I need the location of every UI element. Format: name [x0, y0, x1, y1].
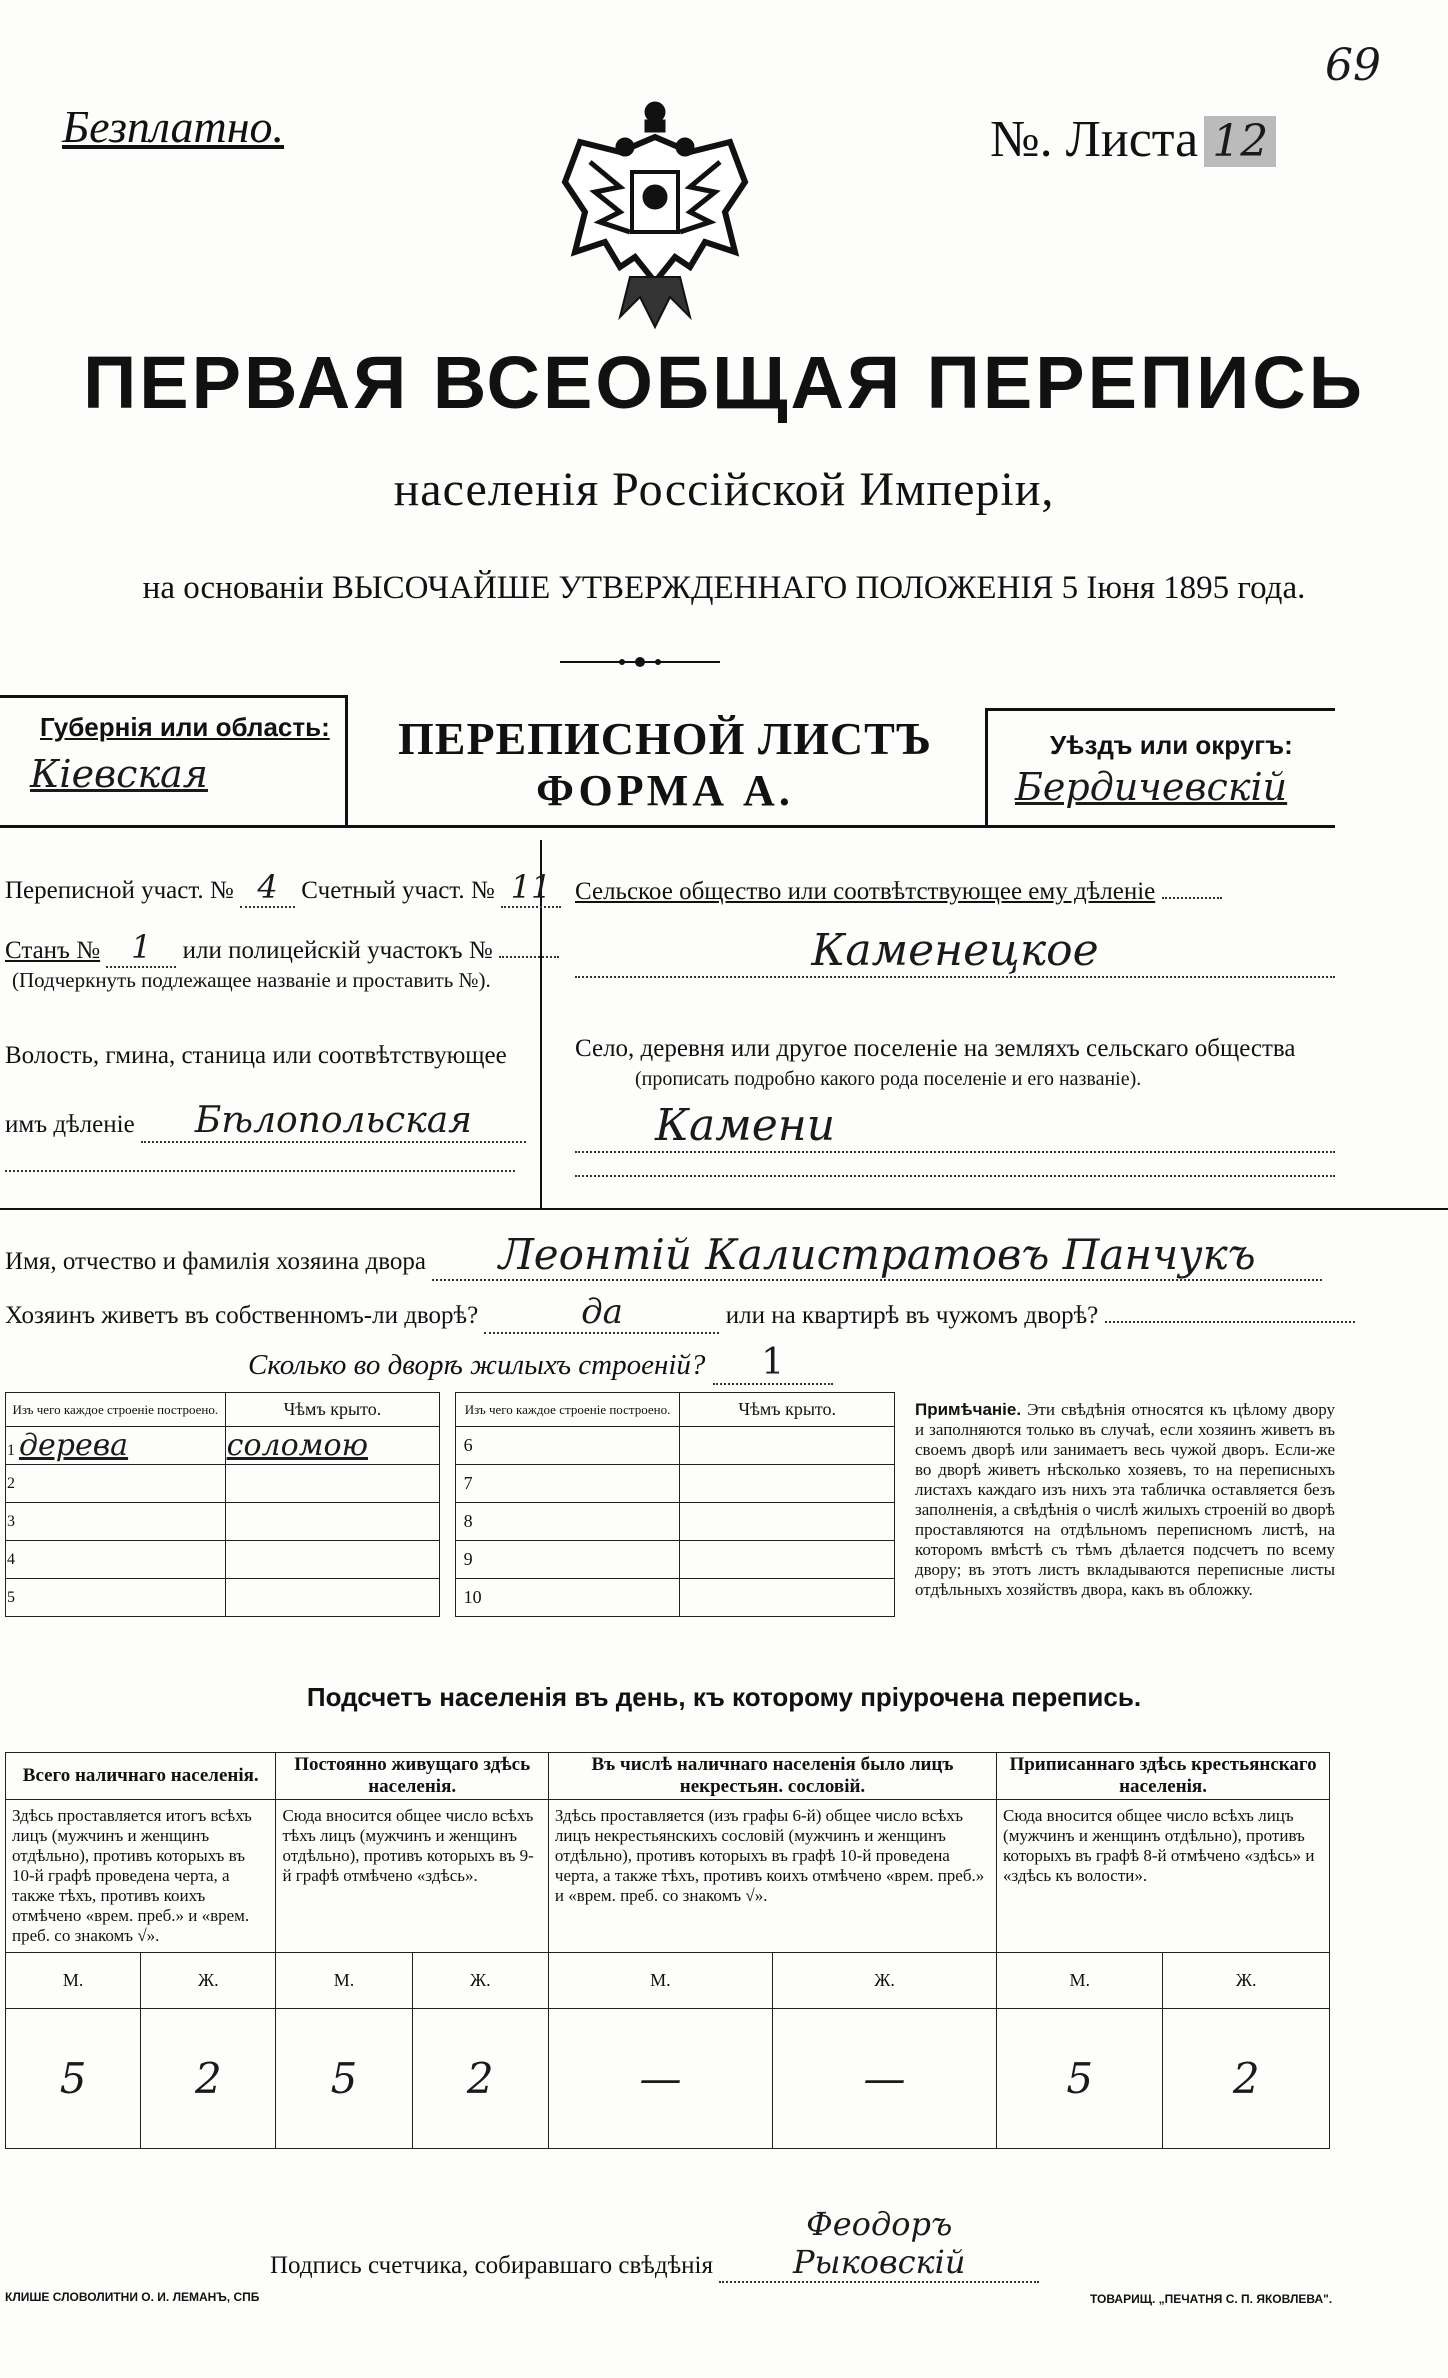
row-number: 6: [455, 1427, 680, 1465]
page-number: 69: [1325, 40, 1381, 91]
buildings-line: [248, 1342, 833, 1385]
owner-name-label: Имя, отчество и фамилія хозяина двора: [5, 1248, 426, 1275]
col-desc-registered: Сюда вносится общее число всѣхъ лицъ (мужчинъ и женщинъ отдѣльно), противъ которыхъ въ графѣ 8-й отмѣчено «здѣсь» и «здѣсь къ волости».: [997, 1800, 1330, 1953]
rent-yard-label: или на квартирѣ въ чужомъ дворѣ?: [725, 1302, 1099, 1329]
buildings-col-material-2: Изъ чего каждое строеніе построено.: [455, 1393, 680, 1427]
total-m-value: 5: [6, 2009, 141, 2149]
table-row: [6, 1541, 895, 1579]
volost-blank-line: [5, 1170, 515, 1172]
registered-m-value: 5: [997, 2009, 1163, 2149]
noncrest-m-value: —: [548, 2009, 772, 2149]
volost-label: Волость, гмина, станица или соотвѣтствующее: [5, 1042, 507, 1069]
table-row: [6, 1579, 895, 1617]
table-row: [6, 1427, 895, 1465]
col-m: М.: [548, 1953, 772, 2009]
legal-basis: на основаніи ВЫСОЧАЙШЕ УТВЕРЖДЕННАГО ПОЛОЖЕНІЯ 5 Іюня 1895 года.: [142, 570, 1306, 606]
stan-value: 1: [106, 928, 176, 968]
printer-left: КЛИШЕ СЛОВОЛИТНИ О. И. ЛЕМАНЪ, СПБ: [5, 2290, 260, 2304]
census-area-value: 4: [240, 868, 295, 908]
own-yard-value: да: [484, 1292, 719, 1334]
col-head-total: Всего наличнаго населенія.: [6, 1753, 276, 1800]
signature-line: [270, 2205, 1039, 2283]
census-area-label: Переписной участ. №: [5, 877, 234, 904]
buildings-value: 1: [713, 1342, 833, 1385]
col-head-noncrest: Въ числѣ наличнаго населенія было лицъ некрестьян. сословій.: [548, 1753, 996, 1800]
noncrest-f-value: —: [772, 2009, 996, 2149]
society-blank: [1162, 897, 1222, 899]
underline-note: (Подчеркнуть подлежащее названіе и проставить №).: [12, 968, 491, 992]
table-row: [6, 1503, 895, 1541]
row-number: 4: [6, 1541, 226, 1579]
col-m: М.: [997, 1953, 1163, 2009]
row-number: 10: [455, 1579, 680, 1617]
buildings-col-roof-2: Чѣмъ крыто.: [680, 1393, 895, 1427]
police-label: или полицейскій участокъ №: [182, 937, 493, 964]
form-title: ПЕРЕПИСНОЙ ЛИСТЪ: [397, 713, 933, 764]
col-head-registered: Приписаннаго здѣсь крестьянскаго населенія.: [997, 1753, 1330, 1800]
volost-line: [5, 1100, 526, 1143]
note-head: Примѣчаніе.: [915, 1400, 1022, 1419]
society-value: Каменецкое: [575, 925, 1335, 978]
province-label: Губернія или область:: [40, 712, 330, 742]
form-subtitle: ФОРМА А.: [536, 766, 794, 815]
owner-name-line: [5, 1230, 1322, 1281]
col-m: М.: [276, 1953, 412, 2009]
note-block: [915, 1400, 1335, 1600]
count-area-value: 11: [501, 868, 561, 908]
row-number: 8: [455, 1503, 680, 1541]
col-f: Ж.: [412, 1953, 548, 2009]
total-f-value: 2: [141, 2009, 276, 2149]
count-area-label: Счетный участ. №: [301, 877, 495, 904]
stan-label: Станъ №: [5, 937, 101, 964]
district-label: Уѣздъ или округъ:: [1050, 730, 1293, 760]
district-value: Бердичевскій: [1015, 765, 1288, 809]
census-area-line: [5, 868, 561, 908]
note-text: Эти свѣдѣнія относятся къ цѣлому двору и заполняются только въ случаѣ, если хозяинъ живетъ въ своемъ дворѣ или занимаетъ весь чужой дворъ. Если-же во дворѣ живетъ нѣсколько хозяевъ, то на переписныхъ листахъ каждаго изъ нихъ эта табличка оставляется безъ заполненія, а свѣдѣнія о числѣ жилыхъ строеній во дворѣ проставляются на отдѣльномъ переписномъ листѣ, на которомъ вмѣстѣ съ тѣмъ дѣлается подсчетъ по всему двору; въ этотъ листъ вкладываются переписные листы отдѣльныхъ хозяйствъ двора, какъ въ обложку.: [915, 1400, 1336, 1599]
society-label: Сельское общество или соотвѣтствующее ему дѣленіе: [575, 878, 1156, 905]
stan-line: [5, 928, 559, 968]
col-head-permanent: Постоянно живущаго здѣсь населенія.: [276, 1753, 548, 1800]
population-count-table: [5, 1752, 1330, 2149]
owner-residence-line: [5, 1292, 1355, 1334]
table-row: [6, 1465, 895, 1503]
free-label: Безплатно.: [62, 101, 285, 152]
col-f: Ж.: [772, 1953, 996, 2009]
police-value: [499, 956, 559, 958]
imperial-eagle-emblem: [560, 92, 750, 332]
document-title: ПЕРВАЯ ВСЕОБЩАЯ ПЕРЕПИСЬ: [83, 341, 1365, 424]
buildings-col-roof: Чѣмъ крыто.: [225, 1393, 440, 1427]
col-f: Ж.: [141, 1953, 276, 2009]
sheet-number: [990, 110, 1276, 169]
society-line: [575, 878, 1222, 906]
count-title: Подсчетъ населенія въ день, къ которому пріурочена перепись.: [306, 1682, 1142, 1712]
volost-value: Бѣлопольская: [141, 1100, 526, 1143]
row-number: 5: [6, 1579, 226, 1617]
col-desc-noncrest: Здѣсь проставляется (изъ графы 6-й) общее число всѣхъ лицъ некрестьянскихъ сословій (мужчинъ и женщинъ отдѣльно), противъ которыхъ въ графѣ 10-й проведена черта, а также тѣхъ, противъ коихъ отмѣчено «врем. преб.» и «врем. преб. со знакомъ √».: [548, 1800, 996, 1953]
registered-f-value: 2: [1163, 2009, 1330, 2149]
permanent-f-value: 2: [412, 2009, 548, 2149]
material-value: дерева: [19, 1428, 129, 1463]
buildings-col-material: Изъ чего каждое строеніе построено.: [6, 1393, 226, 1427]
signature-label: Подпись счетчика, собиравшаго свѣдѣнія: [270, 2252, 713, 2279]
row-number: 3: [6, 1503, 226, 1541]
buildings-label: Сколько во дворѣ жилыхъ строеній?: [248, 1349, 706, 1381]
row-number: 2: [6, 1465, 226, 1503]
village-blank-line: [575, 1175, 1335, 1177]
village-value: Камени: [575, 1100, 1335, 1153]
buildings-table: [5, 1392, 895, 1617]
roof-value: соломою: [225, 1427, 440, 1465]
owner-name-value: Леонтій Калистратовъ Панчукъ: [432, 1230, 1322, 1281]
sheet-label: №. Листа: [990, 111, 1199, 168]
col-f: Ж.: [1163, 1953, 1330, 2009]
village-note: (прописать подробно какого рода поселеніе и его названіе).: [635, 1068, 1142, 1090]
document-subtitle: населенія Россійской Имперіи,: [393, 463, 1055, 516]
row-number: 1: [7, 1442, 15, 1459]
province-value: Кіевская: [30, 752, 208, 796]
permanent-m-value: 5: [276, 2009, 412, 2149]
rent-yard-value: [1105, 1321, 1355, 1323]
own-yard-label: Хозяинъ живетъ въ собственномъ-ли дворѣ?: [5, 1302, 479, 1329]
signature-value: Феодоръ Рыковскій: [719, 2205, 1039, 2283]
col-m: М.: [6, 1953, 141, 2009]
col-desc-total: Здѣсь проставляется итогъ всѣхъ лицъ (мужчинъ и женщинъ отдѣльно), противъ которыхъ въ 10-й графѣ проведена черта, а также тѣхъ, противъ коихъ отмѣчено «врем. преб.» и «врем. преб. со знакомъ √».: [6, 1800, 276, 1953]
sheet-number-value: 12: [1204, 116, 1276, 167]
ornament-divider: [560, 655, 720, 669]
village-label: Село, деревня или другое поселеніе на земляхъ сельскаго общества: [575, 1035, 1296, 1062]
printer-right: ТОВАРИЩ. „ПЕЧАТНЯ С. П. ЯКОВЛЕВА".: [1090, 2292, 1333, 2306]
volost-label-2: имъ дѣленіе: [5, 1111, 135, 1138]
row-number: 7: [455, 1465, 680, 1503]
row-number: 9: [455, 1541, 680, 1579]
col-desc-permanent: Сюда вносится общее число всѣхъ тѣхъ лицъ (мужчинъ и женщинъ отдѣльно), противъ которыхъ въ 9-й графѣ отмѣчено «здѣсь».: [276, 1800, 548, 1953]
